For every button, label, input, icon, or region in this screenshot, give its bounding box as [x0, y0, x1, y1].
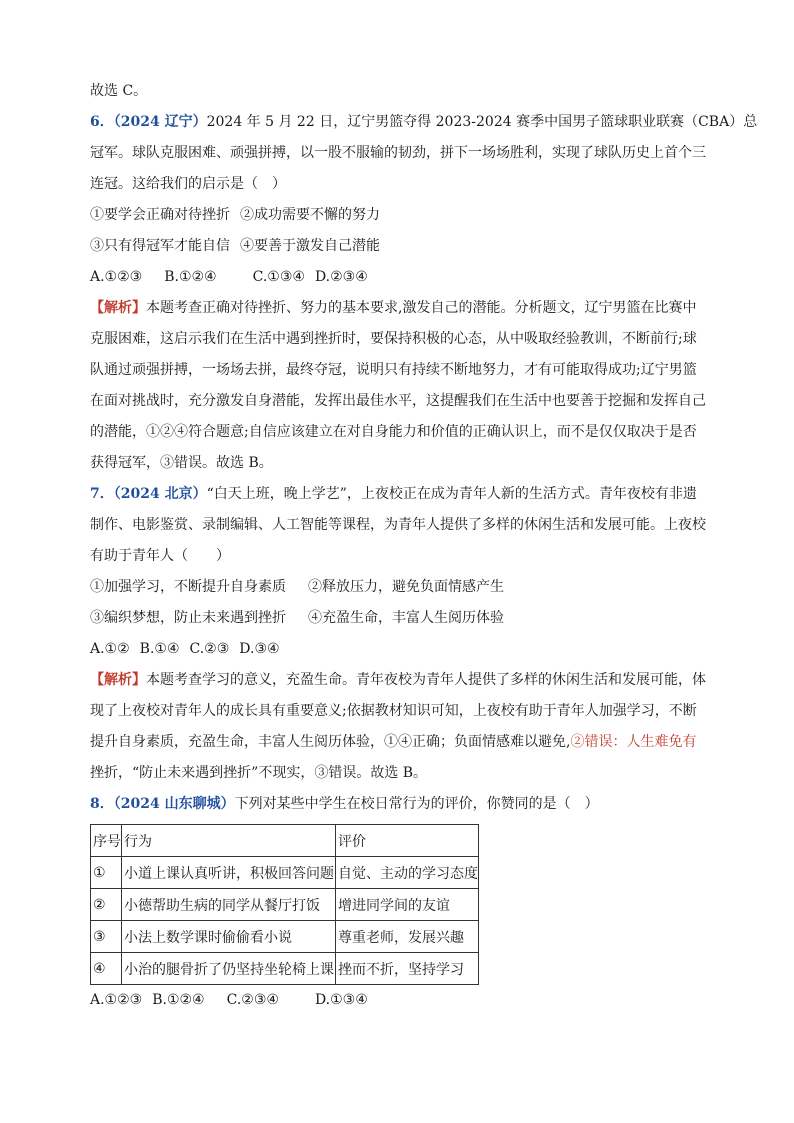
q7-statements-row-2 [90, 603, 710, 634]
table-row [91, 921, 479, 953]
q7-statements-row-1 [90, 572, 710, 603]
q6-stem-line-2: 冠军。球队克服困难、顽强拼搏，以一股不服输的韧劲，拼下一场场胜利，实现了球队历史上首个三 [90, 145, 706, 161]
q7-choices [90, 634, 710, 665]
table-row [91, 889, 479, 921]
q6-analysis-line-3: 队通过顽强拼搏，一场场去拼，最终夺冠，说明只有持续不断地努力，才有可能取得成功;辽宁男篮 [90, 362, 697, 378]
q6-statement-3: ③只有得冠军才能自信 [90, 238, 230, 254]
table-cell: 小法上数学课时偷偷看小说 [122, 921, 336, 953]
table-cell: ① [91, 857, 122, 889]
table-cell: ④ [91, 953, 122, 985]
q8-choice-c: C.②③④ [226, 992, 279, 1008]
q8-choice-d: D.①③④ [314, 992, 368, 1008]
q7-analysis-line-1 [90, 665, 710, 696]
q8-stem-line [90, 789, 710, 820]
table-cell: ② [91, 889, 122, 921]
q7-statement-3: ③编织梦想，防止未来遇到挫折 [90, 610, 286, 626]
q7-analysis-line-2: 现了上夜校对青年人的成长具有重要意义;依据教材知识可知，上夜校有助于青年人加强学习，不断 [90, 703, 697, 719]
document-page [90, 76, 758, 1016]
q6-analysis-line-4: 在面对挑战时，充分激发自身潜能，发挥出最佳水平，这提醒我们在生活中也要善于挖掘和发挥自己 [90, 393, 706, 409]
table-cell: 小治的腿骨折了仍坚持坐轮椅上课 [122, 953, 336, 985]
q7-statement-2: ②释放压力，避免负面情感产生 [308, 579, 504, 595]
q6-source: （2024 辽宁） [113, 114, 207, 130]
q7-choice-d: D.③④ [239, 641, 280, 657]
q6-analysis-text: 本题考查正确对待挫折、努力的基本要求,激发自己的潜能。分析题文，辽宁男篮在比赛中 [146, 300, 697, 316]
q7-analysis-text: 本题考查学习的意义，充盈生命。青年夜校为青年人提供了多样的休闲生活和发展可能，体 [146, 672, 706, 688]
q6-analysis-line-5: 的潜能，①②④符合题意;自信应该建立在对自身能力和价值的正确认识上，而不是仅仅取决于是否 [90, 424, 697, 440]
q7-analysis-text-3: 提升自身素质，充盈生命，丰富人生阅历体验，①④正确；负面情感难以避免, [90, 734, 571, 750]
q6-statement-1: ①要学会正确对待挫折 [90, 207, 230, 223]
table-cell: 小德帮助生病的同学从餐厅打饭 [122, 889, 336, 921]
table-row [91, 953, 479, 985]
q7-source: （2024 北京） [113, 486, 207, 502]
q8-table [90, 824, 479, 985]
q7-analysis-label: 【解析】 [90, 672, 146, 688]
table-header-row [91, 825, 479, 857]
table-row [91, 857, 479, 889]
q6-analysis-label: 【解析】 [90, 300, 146, 316]
q6-statement-4: ④要善于激发自己潜能 [240, 238, 380, 254]
q7-number: 7． [90, 486, 114, 502]
q7-stem-line-1 [90, 479, 710, 510]
q6-choice-b: B.①②④ [164, 269, 217, 285]
q6-number: 6． [90, 114, 114, 130]
table-header-cell: 行为 [122, 825, 336, 857]
q6-stem-line-1 [90, 107, 758, 138]
table-cell: 自觉、主动的学习态度 [336, 857, 479, 889]
q7-analysis-red-note: ②错误：人生难免有 [570, 734, 697, 750]
table-cell: 小道上课认真听讲，积极回答问题 [122, 857, 336, 889]
q6-stem-text: 2024 年 5 月 22 日，辽宁男篮夺得 2023-2024 赛季中国男子篮球职业联赛（CBA）总 [206, 114, 758, 130]
q6-choices [90, 262, 710, 293]
q6-choice-a: A.①②③ [90, 269, 143, 285]
table-cell: 尊重老师，发展兴趣 [336, 921, 479, 953]
q7-choice-a: A.①② [90, 641, 130, 657]
q7-stem-text: “白天上班，晚上学艺”，上夜校正在成为青年人新的生活方式。青年夜校有非遗 [206, 486, 697, 502]
q7-choice-c: C.②③ [189, 641, 230, 657]
q8-source: （2024 山东聊城） [113, 796, 235, 812]
q6-choice-d: D.②③④ [314, 269, 368, 285]
q6-analysis-line-6: 获得冠军，③错误。故选 B。 [90, 455, 273, 471]
q8-number: 8． [90, 796, 114, 812]
q8-choices [90, 985, 710, 1016]
q6-choice-c: C.①③④ [252, 269, 305, 285]
q7-choice-b: B.①④ [139, 641, 180, 657]
table-header-cell: 评价 [336, 825, 479, 857]
q6-statement-2: ②成功需要不懈的努力 [240, 207, 380, 223]
q7-statement-4: ④充盈生命，丰富人生阅历体验 [308, 610, 504, 626]
q7-stem-line-3: 有助于青年人（ ） [90, 548, 230, 564]
q6-statements-row-1 [90, 200, 710, 231]
q8-choice-b: B.①②④ [152, 992, 205, 1008]
table-cell: 挫而不折，坚持学习 [336, 953, 479, 985]
q6-statements-row-2 [90, 231, 710, 262]
q7-stem-line-2: 制作、电影鉴赏、录制编辑、人工智能等课程，为青年人提供了多样的休闲生活和发展可能。上夜校 [90, 517, 706, 533]
q6-analysis-line-1 [90, 293, 710, 324]
table-header-cell: 序号 [91, 825, 122, 857]
table-cell: 增进同学间的友谊 [336, 889, 479, 921]
q6-analysis-line-2: 克服困难，这启示我们在生活中遇到挫折时，要保持积极的心态，从中吸取经验教训，不断前行;球 [90, 331, 697, 347]
q8-stem-text: 下列对某些中学生在校日常行为的评价，你赞同的是（ ） [234, 796, 599, 812]
q8-choice-a: A.①②③ [90, 992, 143, 1008]
previous-answer: 故选 C。 [90, 83, 148, 99]
q7-statement-1: ①加强学习，不断提升自身素质 [90, 579, 286, 595]
q6-stem-line-3: 连冠。这给我们的启示是（ ） [90, 176, 286, 192]
table-cell: ③ [91, 921, 122, 953]
q7-analysis-line-3 [90, 727, 710, 758]
q7-analysis-line-4: 挫折，“防止未来遇到挫折”不现实，③错误。故选 B。 [90, 765, 428, 781]
